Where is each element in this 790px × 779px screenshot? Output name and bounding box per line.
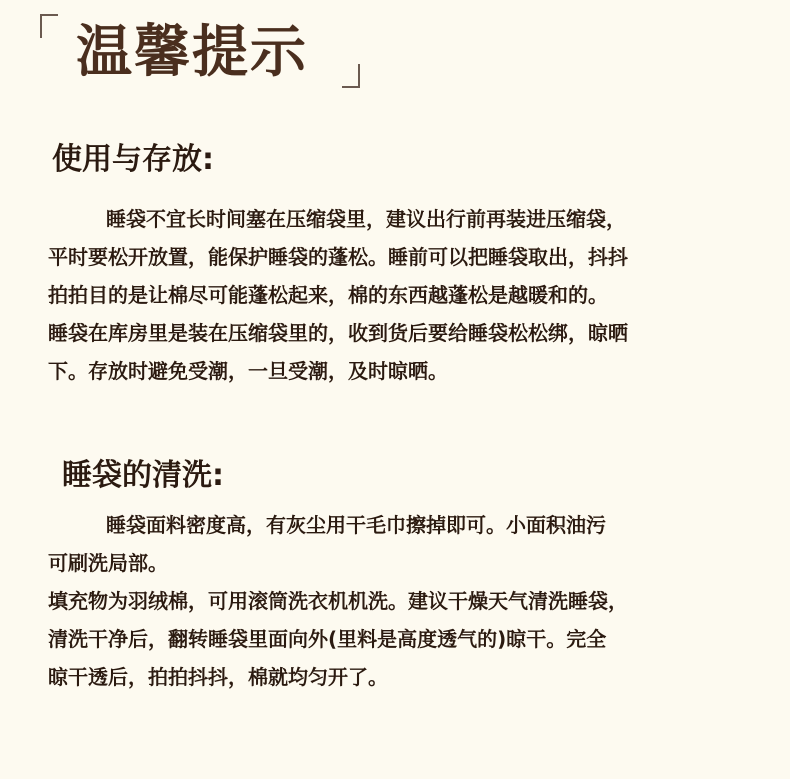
text-line: 平时要松开放置，能保护睡袋的蓬松。睡前可以把睡袋取出，抖抖 bbox=[48, 245, 628, 269]
section-heading-usage-storage: 使用与存放: bbox=[52, 142, 214, 177]
page-title: 温馨提示 bbox=[76, 20, 308, 85]
text-line: 填充物为羽绒棉，可用滚筒洗衣机机洗。建议干燥天气清洗睡袋， bbox=[48, 589, 628, 613]
section-heading-washing: 睡袋的清洗: bbox=[62, 458, 224, 493]
corner-bracket-bottom-right bbox=[342, 64, 360, 88]
text-line: 拍拍目的是让棉尽可能蓬松起来，棉的东西越蓬松是越暖和的。 bbox=[48, 283, 608, 307]
washing-paragraph bbox=[48, 506, 758, 696]
corner-bracket-top-left bbox=[40, 14, 58, 38]
text-line: 清洗干净后，翻转睡袋里面向外(里料是高度透气的)晾干。完全 bbox=[48, 627, 607, 651]
text-line: 睡袋在库房里是装在压缩袋里的，收到货后要给睡袋松松绑，晾晒 bbox=[48, 321, 628, 345]
text-line: 可刷洗局部。 bbox=[48, 551, 168, 575]
text-line: 睡袋不宜长时间塞在压缩袋里，建议出行前再装进压缩袋， bbox=[106, 207, 626, 231]
text-line: 睡袋面料密度高，有灰尘用干毛巾擦掉即可。小面积油污 bbox=[106, 513, 606, 537]
text-line: 下。存放时避免受潮，一旦受潮，及时晾晒。 bbox=[48, 359, 448, 383]
usage-storage-paragraph bbox=[48, 200, 758, 390]
text-line: 晾干透后，拍拍抖抖，棉就均匀开了。 bbox=[48, 665, 388, 689]
